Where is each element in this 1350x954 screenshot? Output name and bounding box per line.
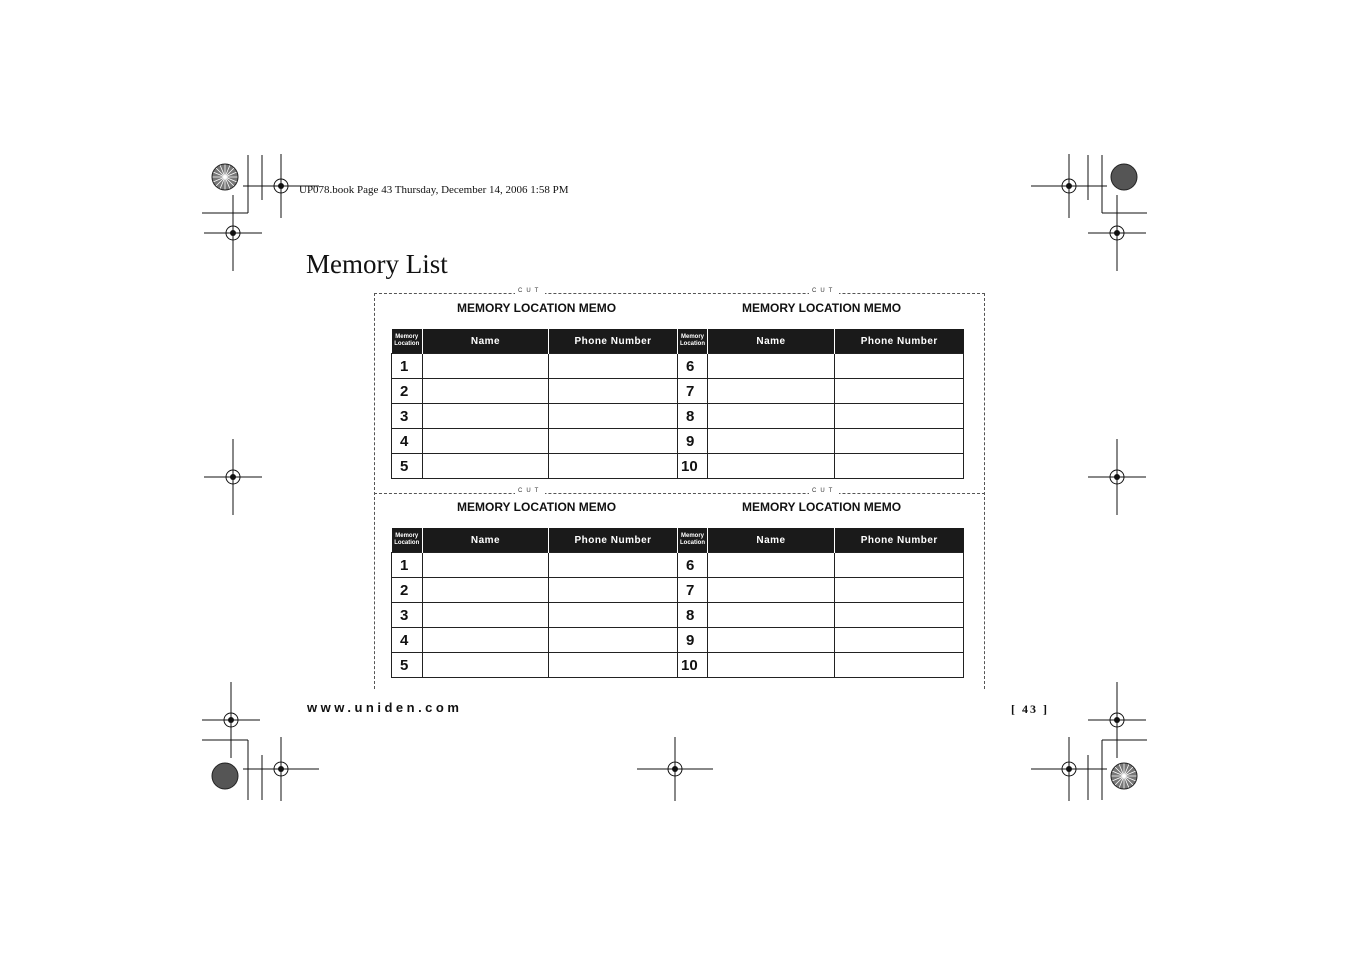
table-row [392, 603, 964, 628]
phone-number-header: Phone Number [549, 528, 678, 553]
table-row [392, 578, 964, 603]
name-entry-field[interactable] [708, 553, 835, 578]
cut-line-top [374, 293, 985, 294]
name-entry-field[interactable] [708, 379, 835, 404]
location-number: 7 [678, 578, 708, 603]
page-number: [ 43 ] [1011, 702, 1049, 716]
table-row [392, 429, 964, 454]
phone-number-header: Phone Number [549, 329, 678, 354]
name-entry-field[interactable] [708, 404, 835, 429]
cut-label: CUT [809, 288, 839, 294]
table-row [392, 553, 964, 578]
location-number: 9 [678, 628, 708, 653]
phone-entry-field[interactable] [835, 454, 964, 479]
name-entry-field[interactable] [423, 653, 549, 678]
location-number: 1 [392, 553, 423, 578]
phone-entry-field[interactable] [835, 429, 964, 454]
phone-entry-field[interactable] [835, 404, 964, 429]
location-number: 6 [678, 354, 708, 379]
name-entry-field[interactable] [708, 603, 835, 628]
footer-url[interactable]: www.uniden.com [307, 700, 463, 715]
starburst-mark-tr [1111, 164, 1137, 190]
phone-entry-field[interactable] [835, 653, 964, 678]
phone-entry-field[interactable] [835, 603, 964, 628]
memory-memo-table-top [391, 329, 964, 479]
location-number: 7 [678, 379, 708, 404]
memo-title: MEMORY LOCATION MEMO [457, 301, 617, 315]
phone-entry-field[interactable] [549, 628, 678, 653]
location-number: 1 [392, 354, 423, 379]
location-number: 10 [678, 454, 708, 479]
phone-entry-field[interactable] [549, 603, 678, 628]
phone-entry-field[interactable] [835, 628, 964, 653]
cut-label: CUT [515, 488, 545, 494]
phone-entry-field[interactable] [549, 354, 678, 379]
cut-line-middle [374, 493, 985, 494]
table-row [392, 653, 964, 678]
memory-location-header: Memory Location [392, 329, 423, 354]
name-entry-field[interactable] [423, 603, 549, 628]
phone-entry-field[interactable] [549, 379, 678, 404]
memory-location-header: Memory Location [392, 528, 423, 553]
table-header-row [392, 329, 964, 354]
name-entry-field[interactable] [708, 628, 835, 653]
phone-entry-field[interactable] [549, 404, 678, 429]
name-entry-field[interactable] [423, 553, 549, 578]
page-title: Memory List [306, 249, 448, 279]
table-row [392, 454, 964, 479]
name-entry-field[interactable] [423, 578, 549, 603]
table-row [392, 404, 964, 429]
name-entry-field[interactable] [423, 454, 549, 479]
table-row [392, 354, 964, 379]
name-entry-field[interactable] [423, 404, 549, 429]
table-row [392, 379, 964, 404]
starburst-mark-bl [212, 763, 238, 789]
memory-location-header: Memory Location [678, 528, 708, 553]
memo-title: MEMORY LOCATION MEMO [457, 500, 617, 514]
location-number: 3 [392, 404, 423, 429]
cut-label: CUT [515, 288, 545, 294]
name-header: Name [423, 528, 549, 553]
location-number: 8 [678, 404, 708, 429]
memo-title: MEMORY LOCATION MEMO [742, 500, 902, 514]
phone-entry-field[interactable] [835, 379, 964, 404]
location-number: 5 [392, 454, 423, 479]
table-row [392, 628, 964, 653]
name-header: Name [423, 329, 549, 354]
location-number: 2 [392, 578, 423, 603]
phone-entry-field[interactable] [835, 578, 964, 603]
location-number: 5 [392, 653, 423, 678]
name-entry-field[interactable] [423, 379, 549, 404]
name-entry-field[interactable] [708, 429, 835, 454]
name-entry-field[interactable] [708, 454, 835, 479]
name-entry-field[interactable] [423, 429, 549, 454]
print-header: UP078.book Page 43 Thursday, December 14, 2006 1:58 PM [299, 184, 569, 196]
phone-entry-field[interactable] [549, 429, 678, 454]
memory-memo-table-bottom [391, 528, 964, 678]
phone-entry-field[interactable] [549, 653, 678, 678]
phone-entry-field[interactable] [835, 553, 964, 578]
name-header: Name [708, 329, 835, 354]
name-entry-field[interactable] [423, 354, 549, 379]
location-number: 2 [392, 379, 423, 404]
location-number: 6 [678, 553, 708, 578]
name-entry-field[interactable] [708, 578, 835, 603]
phone-entry-field[interactable] [549, 454, 678, 479]
phone-entry-field[interactable] [549, 553, 678, 578]
name-header: Name [708, 528, 835, 553]
location-number: 8 [678, 603, 708, 628]
location-number: 9 [678, 429, 708, 454]
name-entry-field[interactable] [708, 354, 835, 379]
phone-entry-field[interactable] [549, 578, 678, 603]
phone-number-header: Phone Number [835, 329, 964, 354]
cut-label: CUT [809, 488, 839, 494]
table-header-row [392, 528, 964, 553]
location-number: 4 [392, 628, 423, 653]
starburst-mark-tl [212, 164, 238, 190]
memory-location-header: Memory Location [678, 329, 708, 354]
starburst-mark-br [1111, 763, 1137, 789]
memo-title: MEMORY LOCATION MEMO [742, 301, 902, 315]
phone-entry-field[interactable] [835, 354, 964, 379]
location-number: 10 [678, 653, 708, 678]
location-number: 3 [392, 603, 423, 628]
phone-number-header: Phone Number [835, 528, 964, 553]
name-entry-field[interactable] [708, 653, 835, 678]
name-entry-field[interactable] [423, 628, 549, 653]
location-number: 4 [392, 429, 423, 454]
